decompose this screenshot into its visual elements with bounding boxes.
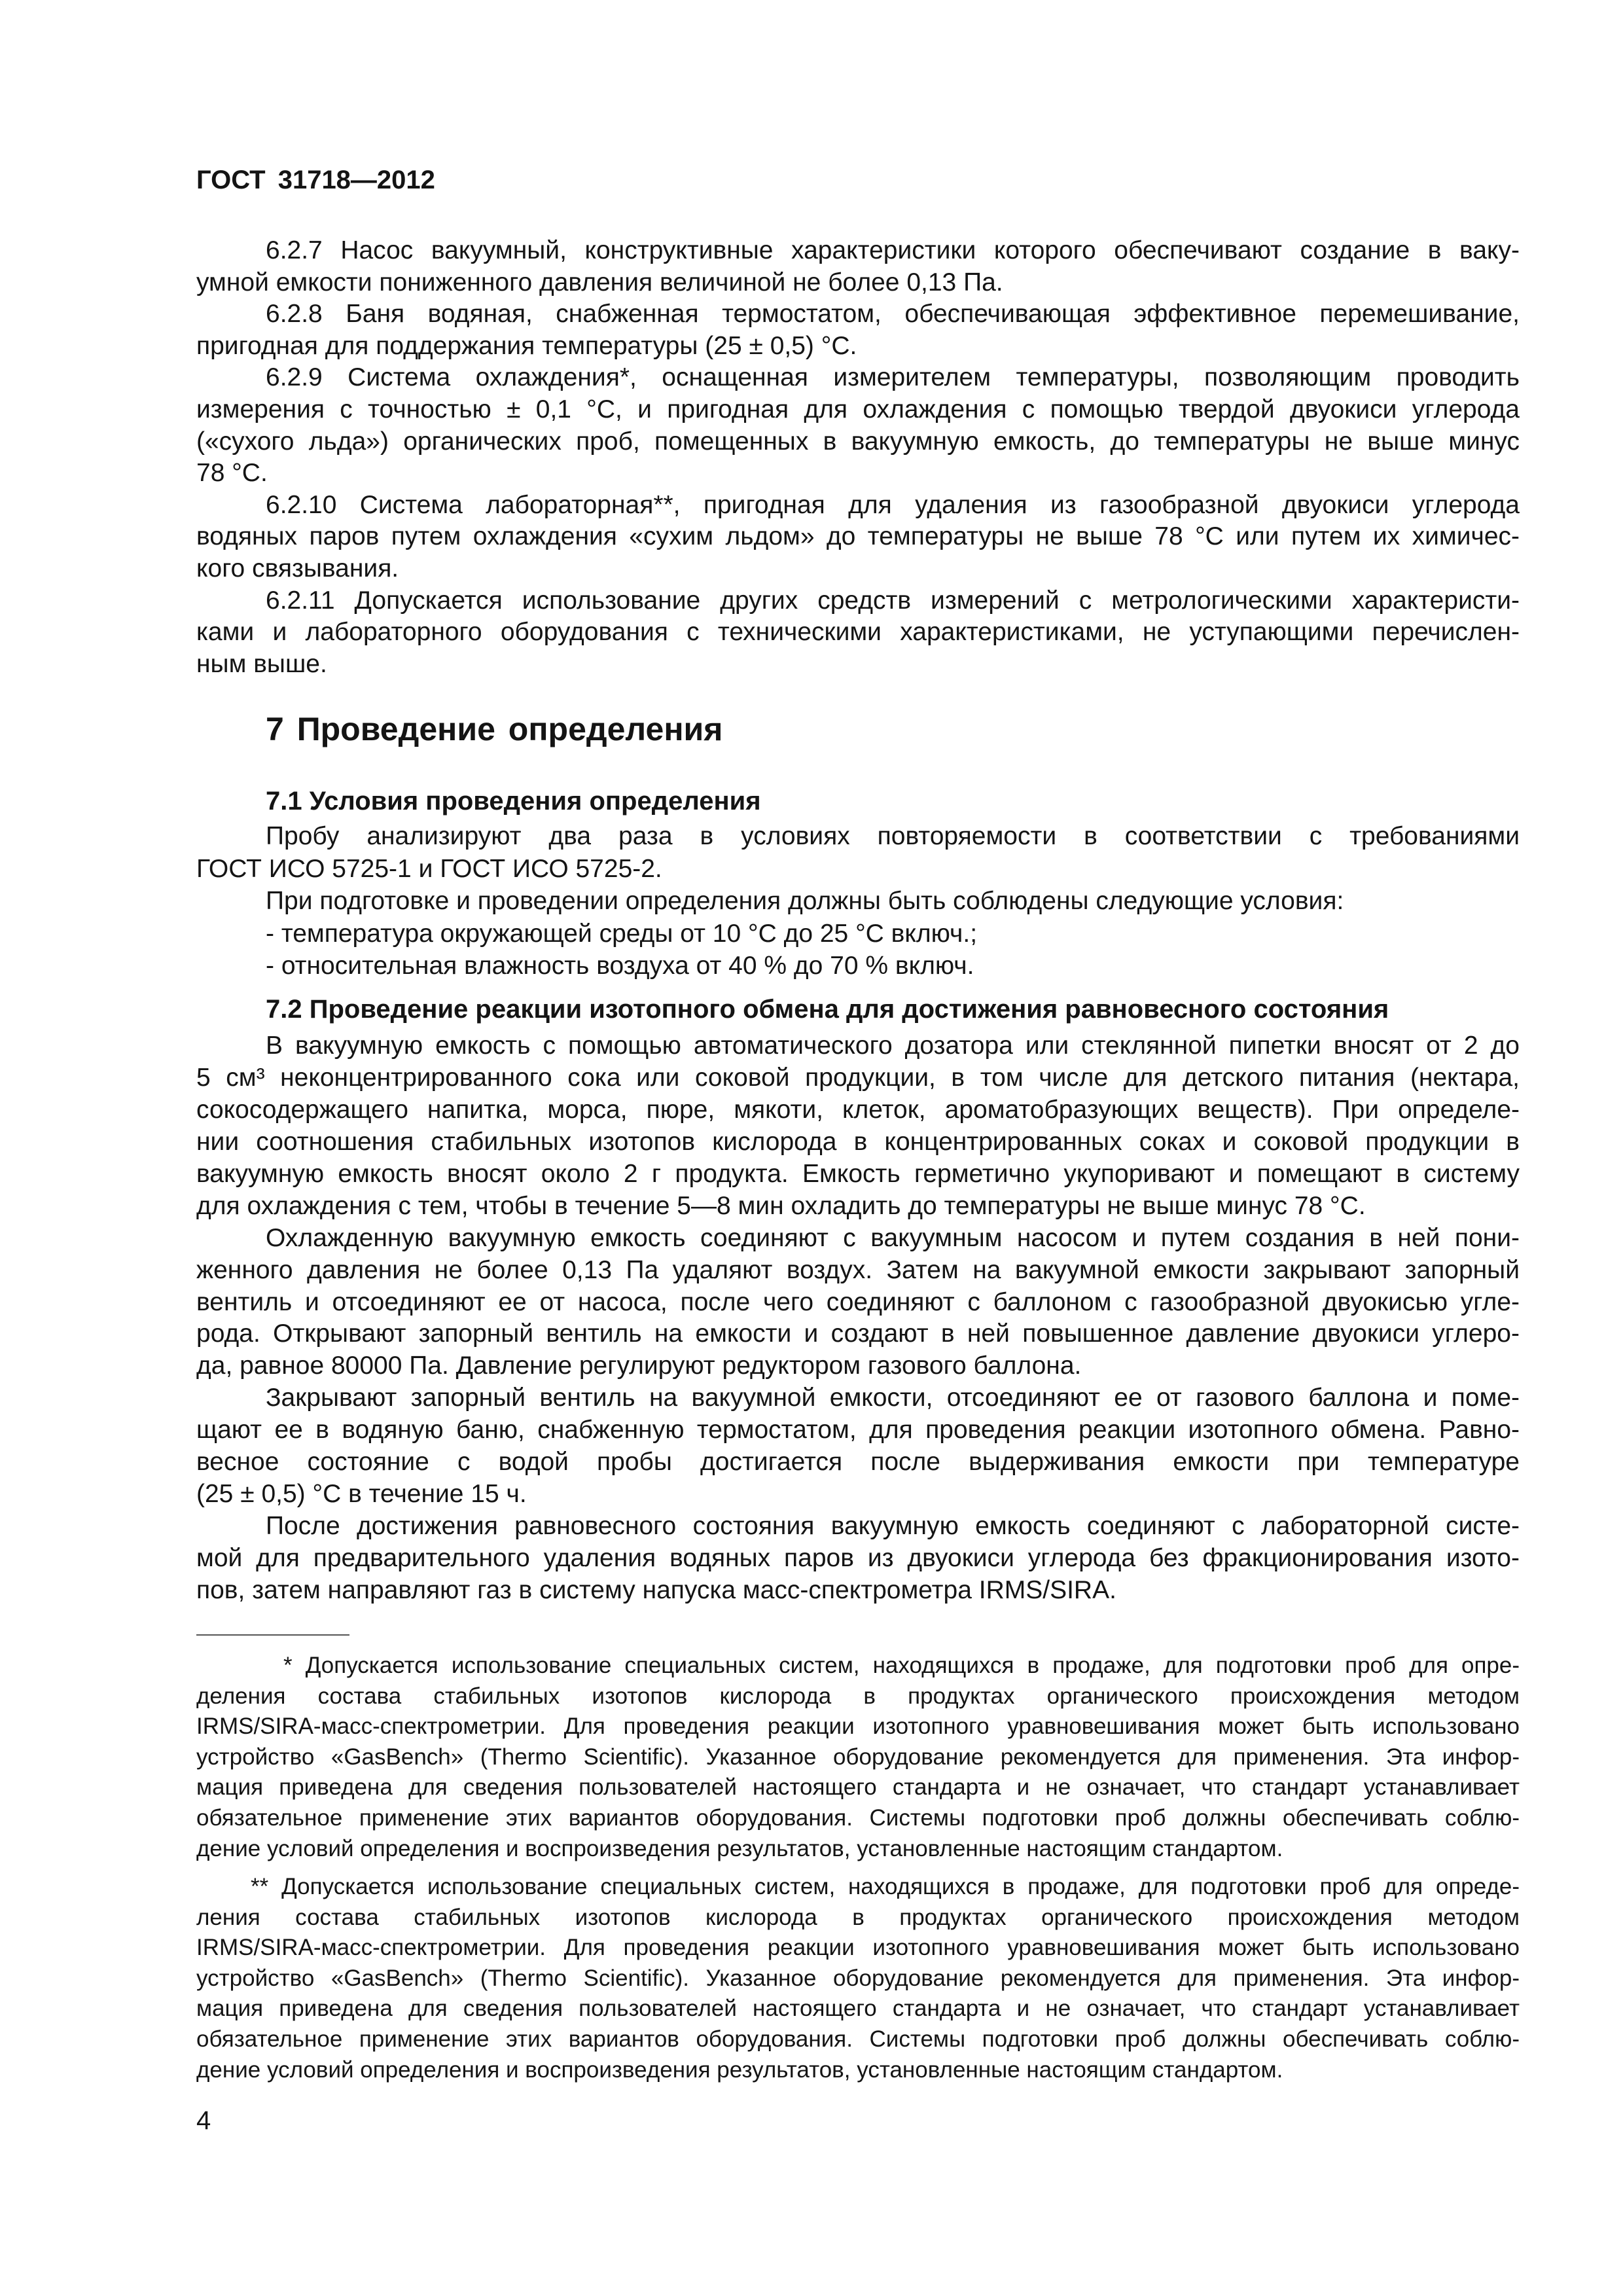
text-line: IRMS/SIRA-масс-спектрометрии. Для проведения реакции изотопного уравновешивания может быть использовано	[196, 1713, 1520, 1740]
paragraph	[196, 1223, 1520, 1383]
item-6-2-7	[196, 235, 1520, 298]
text-line: Закрывают запорный вентиль на вакуумной емкости, отсоединяют ее от газового баллона и поме-	[266, 1384, 1520, 1412]
text-line: устройство «GasBench» (Thermo Scientific). Указанное оборудование рекомендуется для применения. Эта инфор-	[196, 1965, 1520, 1991]
text-line: мой для предварительного удаления водяных паров из двуокиси углерода без фракционирования изото-	[196, 1544, 1520, 1572]
text-line: дение условий определения и воспроизведения результатов, установленные настоящим стандартом.	[196, 2056, 1283, 2083]
text-line: 5 см³ неконцентрированного сока или соковой продукции, в том числе для детского питания (нектара,	[196, 1063, 1520, 1092]
text-line: рода. Открывают запорный вентиль на емкости и создают в ней повышенное давление двуокиси углеро-	[196, 1319, 1520, 1348]
text-line: деления состава стабильных изотопов кислорода в продуктах органического происхождения методом	[196, 1683, 1520, 1709]
paragraph	[196, 820, 1520, 885]
text-line: дение условий определения и воспроизведения результатов, установленные настоящим стандартом.	[196, 1835, 1283, 1861]
subsection-7-1-heading: 7.1 Условия проведения определения	[266, 787, 761, 816]
text-line: ГОСТ ИСО 5725-1 и ГОСТ ИСО 5725-2.	[196, 854, 662, 883]
text-line: обязательное применение этих вариантов оборудования. Системы подготовки проб должны обеспечивать соблю-	[196, 1804, 1520, 1831]
conditions-list	[196, 918, 1520, 982]
section-7-heading: 7 Проведение определения	[266, 711, 723, 747]
text-line: обязательное применение этих вариантов оборудования. Системы подготовки проб должны обеспечивать соблю-	[196, 2026, 1520, 2052]
item-6-2-11	[196, 585, 1520, 681]
text-line: устройство «GasBench» (Thermo Scientific). Указанное оборудование рекомендуется для применения. Эта инфор-	[196, 1744, 1520, 1770]
paragraph	[196, 1511, 1520, 1607]
text-line: вакуумную емкость вносят около 2 г продукта. Емкость герметично укупоривают и помещают в систему	[196, 1159, 1520, 1188]
text-line: щают ее в водяную баню, снабженную термостатом, для проведения реакции изотопного обмена. Равно-	[196, 1416, 1520, 1444]
text-line: 6.2.11 Допускается использование других средств измерений с метрологическими характеристи-	[266, 586, 1520, 615]
text-line: умной емкости пониженного давления величиной не более 0,13 Па.	[196, 268, 1003, 296]
text-line: кого связывания.	[196, 554, 399, 583]
text-line: * Допускается использование специальных систем, находящихся в продаже, для подготовки проб для опре-	[283, 1653, 1520, 1678]
text-line: мация приведена для сведения пользователей настоящего стандарта и не означает, что стандарт устанавливает	[196, 1774, 1520, 1801]
text-line: («сухого льда») органических проб, помещенных в вакуумную емкость, до температуры не выше минус	[196, 427, 1520, 456]
list-item: - относительная влажность воздуха от 40 % до 70 % включ.	[266, 952, 974, 980]
text-line: 78 °С.	[196, 459, 268, 488]
text-line: 6.2.9 Система охлаждения*, оснащенная измерителем температуры, позволяющим проводить	[266, 363, 1520, 392]
text-line: мация приведена для сведения пользователей настоящего стандарта и не означает, что стандарт устанавливает	[196, 1996, 1520, 2022]
item-6-2-9	[196, 362, 1520, 489]
text-line: нии соотношения стабильных изотопов кислорода в концентрированных соках и соковой продукции в	[196, 1127, 1520, 1156]
text-line: 6.2.8 Баня водяная, снабженная термостатом, обеспечивающая эффективное перемешивание,	[266, 300, 1520, 329]
text-line: После достижения равновесного состояния вакуумную емкость соединяют с лабораторной систе-	[266, 1512, 1520, 1541]
text-line: ками и лабораторного оборудования с техническими характеристиками, не уступающими перечислен-	[196, 618, 1520, 647]
subsection-7-1-body	[196, 820, 1520, 982]
text-line: ления состава стабильных изотопов кислорода в продуктах органического происхождения методом	[196, 1904, 1520, 1930]
text-line: ным выше.	[196, 649, 327, 678]
text-line: измерения с точностью ± 0,1 °С, и пригодная для охлаждения с помощью твердой двуокиси углерода	[196, 395, 1520, 423]
text-line: При подготовке и проведении определения должны быть соблюдены следующие условия:	[266, 887, 1344, 915]
paragraph	[196, 885, 1520, 918]
text-line: Пробу анализируют два раза в условиях повторяемости в соответствии с требованиями	[266, 822, 1520, 850]
text-line: сокосодержащего напитка, морса, пюре, мякоти, клеток, ароматобразующих веществ). При определе-	[196, 1095, 1520, 1124]
text-line: ** Допускается использование специальных систем, находящихся в продаже, для подготовки проб для опреде-	[251, 1874, 1520, 1899]
page-number: 4	[196, 2106, 211, 2135]
text-line: весное состояние с водой пробы достигается после выдерживания емкости при температуре	[196, 1448, 1520, 1477]
list-item: - температура окружающей среды от 10 °С до 25 °С включ.;	[266, 919, 978, 948]
item-6-2-8	[196, 298, 1520, 362]
text-line: Охлажденную вакуумную емкость соединяют с вакуумным насосом и путем создания в ней пони-	[266, 1223, 1520, 1252]
text-line: да, равное 80000 Па. Давление регулируют редуктором газового баллона.	[196, 1352, 1082, 1380]
footnote-2	[196, 1872, 1520, 2085]
text-line: пригодная для поддержания температуры (25 ± 0,5) °С.	[196, 331, 857, 360]
item-6-2-10	[196, 490, 1520, 585]
paragraph	[196, 1382, 1520, 1511]
text-line: пов, затем направляют газ в систему напуска масс-спектрометра IRMS/SIRA.	[196, 1575, 1116, 1604]
text-line: водяных паров путем охлаждения «сухим льдом» до температуры не выше 78 °С или путем их химичес-	[196, 522, 1520, 551]
text-line: 6.2.7 Насос вакуумный, конструктивные характеристики которого обеспечивают создание в ваку-	[266, 236, 1520, 264]
subsection-7-2-body	[196, 1030, 1520, 1607]
section-6-2-items	[196, 235, 1520, 680]
text-line: IRMS/SIRA-масс-спектрометрии. Для проведения реакции изотопного уравновешивания может быть использовано	[196, 1935, 1520, 1961]
subsection-7-2-heading: 7.2 Проведение реакции изотопного обмена для достижения равновесного состояния	[266, 995, 1389, 1024]
text-line: вентиль и отсоединяют ее от насоса, после чего соединяют с баллоном с газообразной двуокисью угле-	[196, 1287, 1520, 1316]
text-line: для охлаждения с тем, чтобы в течение 5—8 мин охладить до температуры не выше минус 78 °С.	[196, 1191, 1366, 1220]
text-line: (25 ± 0,5) °С в течение 15 ч.	[196, 1480, 527, 1509]
paragraph	[196, 1030, 1520, 1223]
footnote-1	[196, 1651, 1520, 1864]
footnote-separator	[196, 1634, 349, 1636]
text-line: женного давления не более 0,13 Па удаляют воздух. Затем на вакуумной емкости закрывают запорный	[196, 1255, 1520, 1284]
text-line: 6.2.10 Система лабораторная**, пригодная для удаления из газообразной двуокиси углерода	[266, 490, 1520, 519]
text-line: В вакуумную емкость с помощью автоматического дозатора или стеклянной пипетки вносят от 2 до	[266, 1031, 1520, 1060]
document-designation: ГОСТ 31718—2012	[196, 166, 435, 194]
